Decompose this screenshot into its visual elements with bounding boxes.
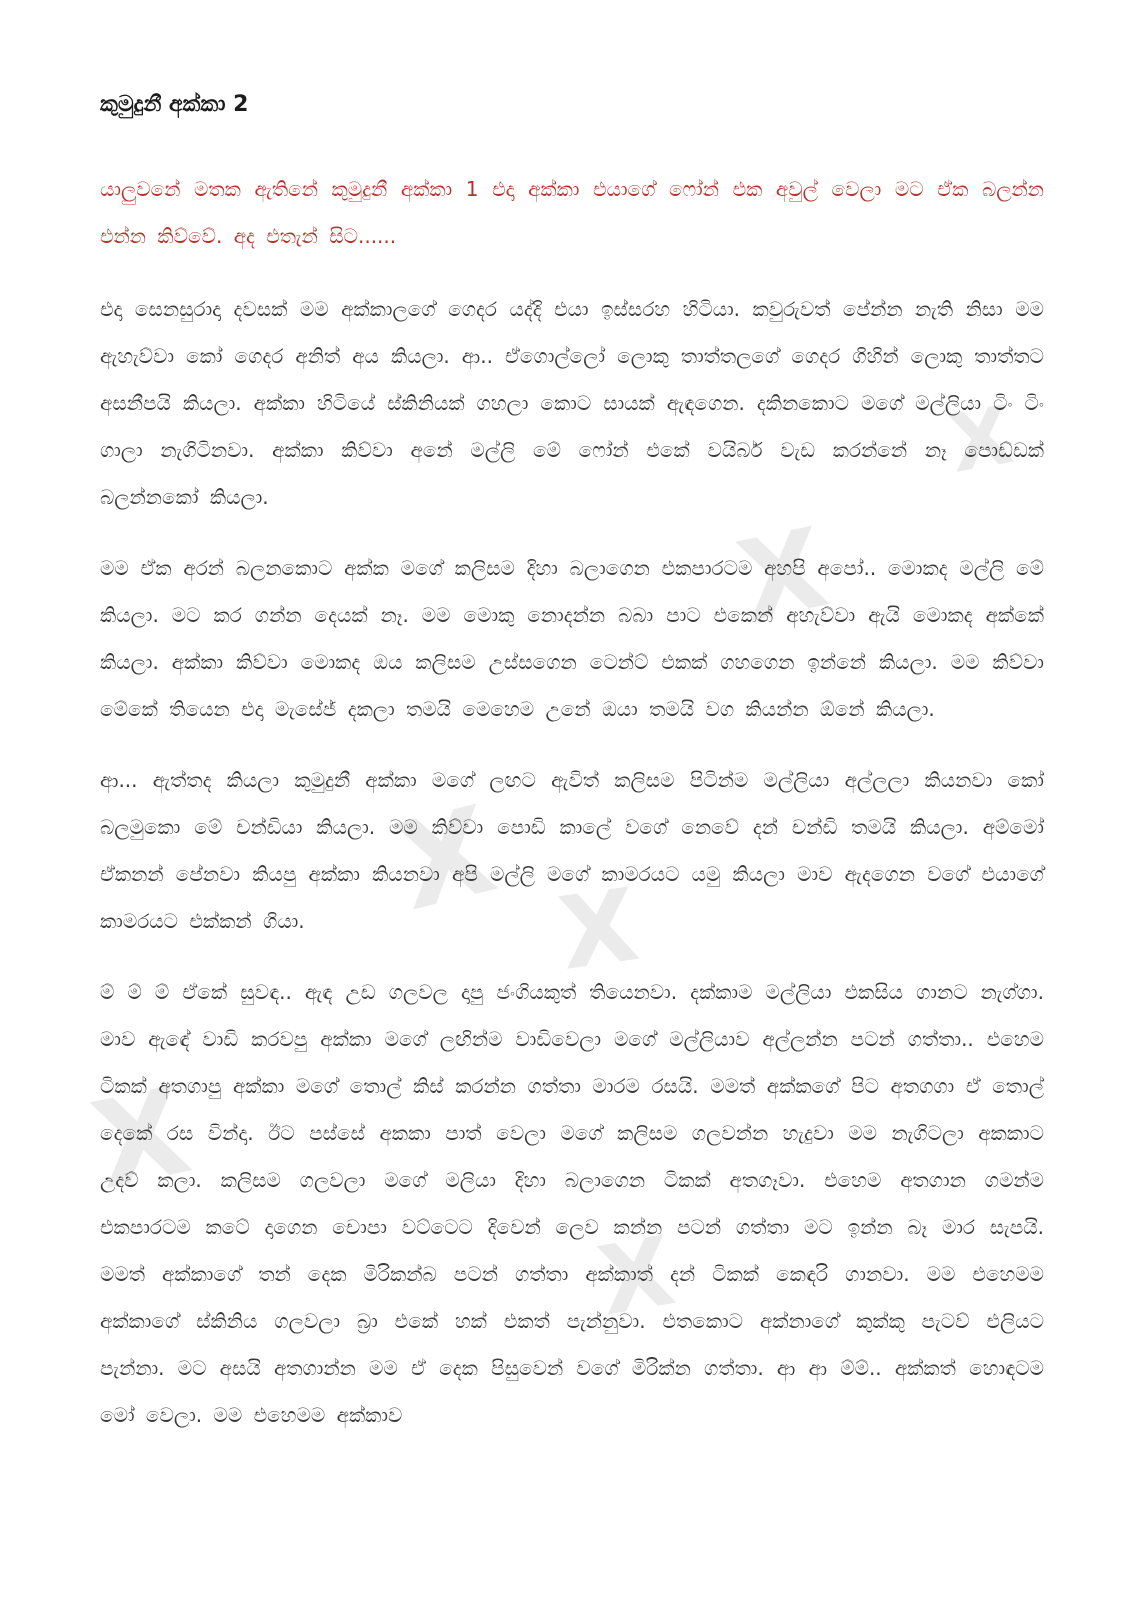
watermark-letter-icon: X bbox=[727, 503, 838, 647]
document-content bbox=[100, 92, 1044, 1439]
intro-paragraph: යාලුවනේ මතක ඇතිනේ කුමුදුනී අක්කා 1 එදා අක්කා එයාගේ ෆෝන් එක අවුල් වෙලා මට ඒක බලන්න එන්න කිව්වේ. අද එතැන් සිට...... bbox=[100, 177, 1044, 249]
watermark-letter-icon: X bbox=[81, 1061, 201, 1218]
story-paragraph-2: මම ඒක අරන් බලනකොට අක්ක මගේ කලිසම දිහා බලාගෙන එකපාරටම අහපි අපෝ.. මොකද මල්ලි මේ කියලා. මට කර ගන්න දෙයක් නෑ. මම මොකු නොදන්න බබා පාට එකෙන් අහැව්වා ඇයි මොකද අක්කේ කියලා. අක්කා කිව්වා මොකද ඔය කලිසම උස්සගෙන ටෙන්ට් එකක් ගහගෙන ඉන්නේ කියලා. මම කිව්වා මේකේ තියෙන එදා මැසේජ් දකලා තමයි මෙහෙම උනේ ඔයා තමයි වග කියන්න ඕනේ කියලා. bbox=[100, 556, 1044, 722]
page-title: කුමුදුනී අක්කා 2 bbox=[100, 92, 249, 117]
story-paragraph-3: ආ... ඇත්තද කියලා කුමුදුනී අක්කා මගේ ලඟට ඇවිත් කලිසම පිටින්ම මල්ලියා අල්ලලා කියනවා කෝ බලමුකො මේ චන්ඩියා කියලා. මම කිව්වා පොඩි කාලේ වගේ නෙවේ දන් චන්ඩි තමයි කියලා. අම්මෝ ඒකනන් පේනවා කියපු අක්කා කියනවා අපි මල්ලි මගේ කාමරයට යමු කියලා මාව ඇදගෙන වගේ එයාගේ කාමරයට එක්කන් ගියා. bbox=[100, 768, 1044, 934]
watermark-letter-icon: X bbox=[552, 866, 645, 993]
watermark-letter-icon: X bbox=[590, 1216, 683, 1338]
watermark-letter-icon: X bbox=[384, 780, 508, 939]
watermark-letter-icon: X bbox=[942, 388, 1020, 491]
story-paragraph-1: එදා සෙනසුරාදා දවසක් මම අක්කාලගේ ගෙදර යද්දි එයා ඉස්සරහ හිටියා. කවුරුවත් පේන්න නැති නිසා මම ඇහැව්වා කෝ ගෙදර අනිත් අය කියලා. ආ.. ඒගොල්ලෝ ලොකු තාත්තලගේ ගෙදර ගිහින් ලොකු තාත්තට අසනීපයි කියලා. අක්කා හිටියේ ස්කිනියක් ගහලා කොට සායක් ඇඳගෙන. දකිනකොට මගේ මල්ලියා ටිං ටිං ගාලා නැගිටිනවා. අක්කා කිව්වා අනේ මල්ලි මේ ෆෝන් එකේ වයිබර් වැඩ කරන්නේ නෑ පොඩ්ඩක් බලන්නකෝ කියලා. bbox=[100, 297, 1044, 510]
story-paragraph-4: ම් ම් ම් ඒකේ සුවඳ.. ඇඳ උඩ ගලවල දාපු ජංගියකුත් තියෙනවා. දක්කාම මල්ලියා එකසිය ගානට නැග්ගා. මාව ඇඳේ වාඩි කරවපු අක්කා මගේ ලඟින්ම වාඩිවෙලා මගේ මල්ලියාව අල්ලන්න පටන් ගත්තා.. එහෙම ටිකක් අතගාපු අක්කා මගේ තොල් කිස් කරන්න ගත්තා මාරම රසයි. මමත් අක්කගේ පිට අතගගා ඒ තොල් දෙකේ රස වින්දා. ඊට පස්සේ අකකා පාත් වෙලා මගේ කලිසම ගලවන්න හැදුවා මම නැගිටලා අකකාට උදව් කලා. කලිසම ගලවලා මගේ මලියා දිහා බලාගෙන ටිකක් අතගෑවා. එහෙම අතගාන ගමන්ම එකපාරටම කටේ දාගෙන චොපා වට්ටෙට දිවෙන් ලෙව කන්න පටන් ගත්තා මට ඉන්න බෑ මාර සැපයි. මමත් අක්කාගේ තන් දෙක මිරිකන්බ පටන් ගත්තා අක්කාත් දන් ටිකක් කෙඳරි ගානවා. මම එහෙමම අක්කාගේ ස්කිනිය ගලවලා බ්‍රා එකේ හක් එකත් පැන්නුවා. එතකොට අක්නාගේ කුක්කු පැටව් එලියට පැන්නා. මට අසයි අතගාන්න මම ඒ දෙක පිසුවෙන් වගේ මිරික්න ගත්තා. ආ ආ ම්ම්.. අක්කත් හොඳටම මෝ වෙලා. මම එහෙමම අක්කාව bbox=[100, 980, 1044, 1428]
